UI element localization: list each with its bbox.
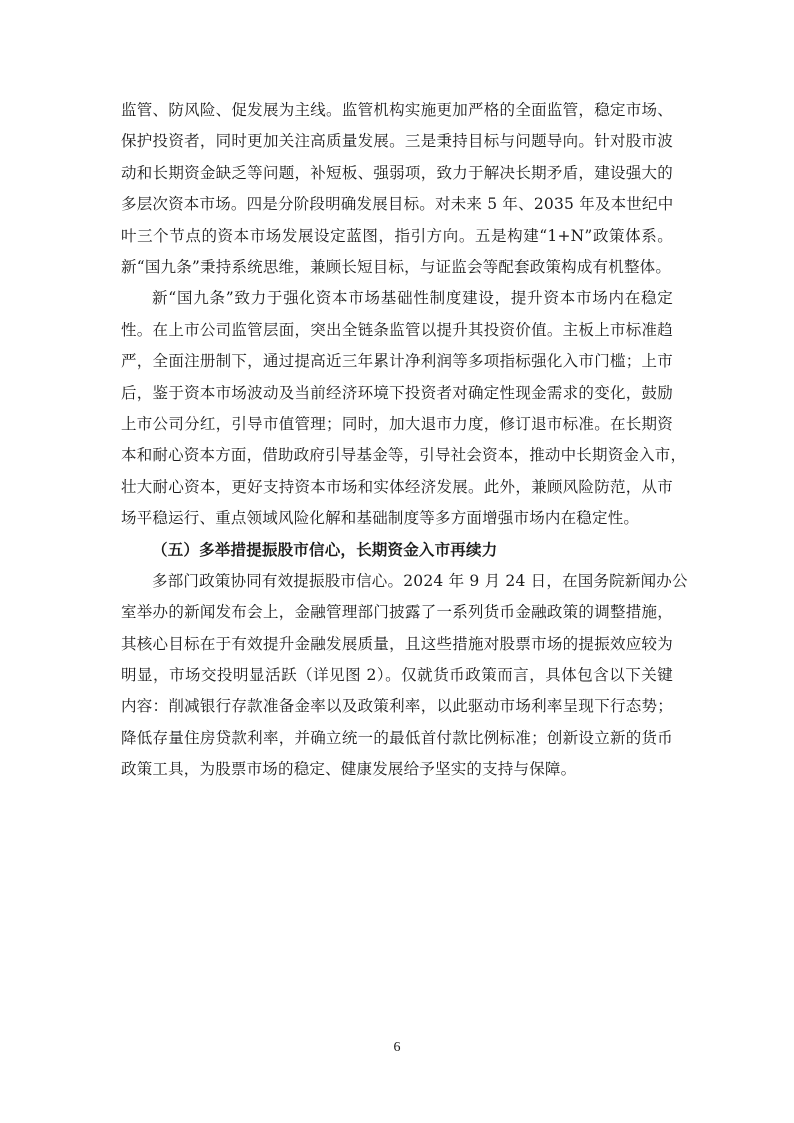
- text-line: 动和长期资金缺乏等问题，补短板、强弱项，致力于解决长期矛盾，建设强大的: [121, 163, 673, 182]
- paragraph: [121, 566, 688, 786]
- text-line: 多部门政策协同有效提振股市信心。2024 年 9 月 24 日，在国务院新闻办公: [152, 571, 688, 590]
- text-line: 明显，市场交投明显活跃（详见图 2）。仅就货币政策而言，具体包含以下关键: [121, 666, 673, 685]
- text-line: 新“国九条”秉持系统思维，兼顾长短目标，与证监会等配套政策构成有机整体。: [121, 257, 672, 276]
- text-line: 性。在上市公司监管层面，突出全链条监管以提升其投资价值。主板上市标准趋: [121, 320, 673, 339]
- text-line: 新“国九条”致力于强化资本市场基础性制度建设，提升资本市场内在稳定: [152, 289, 673, 308]
- text-line: 其核心目标在于有效提升金融发展质量，且这些措施对股票市场的提振效应较为: [121, 634, 673, 653]
- text-line: 壮大耐心资本，更好支持资本市场和实体经济发展。此外，兼顾风险防范，从市: [121, 477, 673, 496]
- text-line: 降低存量住房贷款利率，并确立统一的最低首付款比例标准；创新设立新的货币: [121, 728, 673, 747]
- section-heading: （五）多举措提振股市信心，长期资金入市再续力: [152, 540, 498, 560]
- text-line: 本和耐心资本方面，借助政府引导基金等，引导社会资本，推动中长期资金入市，: [121, 446, 687, 465]
- page-number: 6: [393, 1040, 401, 1055]
- text-line: 多层次资本市场。四是分阶段明确发展目标。对未来 5 年、2035 年及本世纪中: [121, 195, 674, 214]
- text-line: 后，鉴于资本市场波动及当前经济环境下投资者对确定性现金需求的变化，鼓励: [121, 383, 673, 402]
- text-line: 保护投资者，同时更加关注高质量发展。三是秉持目标与问题导向。针对股市波: [121, 132, 673, 151]
- text-line: 场平稳运行、重点领域风险化解和基础制度等多方面增强市场内在稳定性。: [121, 509, 640, 528]
- paragraph: [121, 95, 673, 283]
- document-body: [121, 95, 688, 786]
- text-line: 监管、防风险、促发展为主线。监管机构实施更加严格的全面监管，稳定市场、: [121, 101, 673, 119]
- text-line: 叶三个节点的资本市场发展设定蓝图，指引方向。五是构建“1+N”政策体系。: [121, 226, 673, 245]
- text-line: 室举办的新闻发布会上，金融管理部门披露了一系列货币金融政策的调整措施，: [121, 603, 673, 622]
- text-line: 政策工具，为股票市场的稳定、健康发展给予坚实的支持与保障。: [121, 760, 577, 779]
- text-line: 严，全面注册制下，通过提高近三年累计净利润等多项指标强化入市门槛；上市: [121, 352, 673, 371]
- text-line: 上市公司分红，引导市值管理；同时，加大退市力度，修订退市标准。在长期资: [121, 414, 673, 433]
- text-line: 内容：削减银行存款准备金率以及政策利率，以此驱动市场利率呈现下行态势；: [121, 697, 673, 716]
- paragraph: [121, 283, 687, 534]
